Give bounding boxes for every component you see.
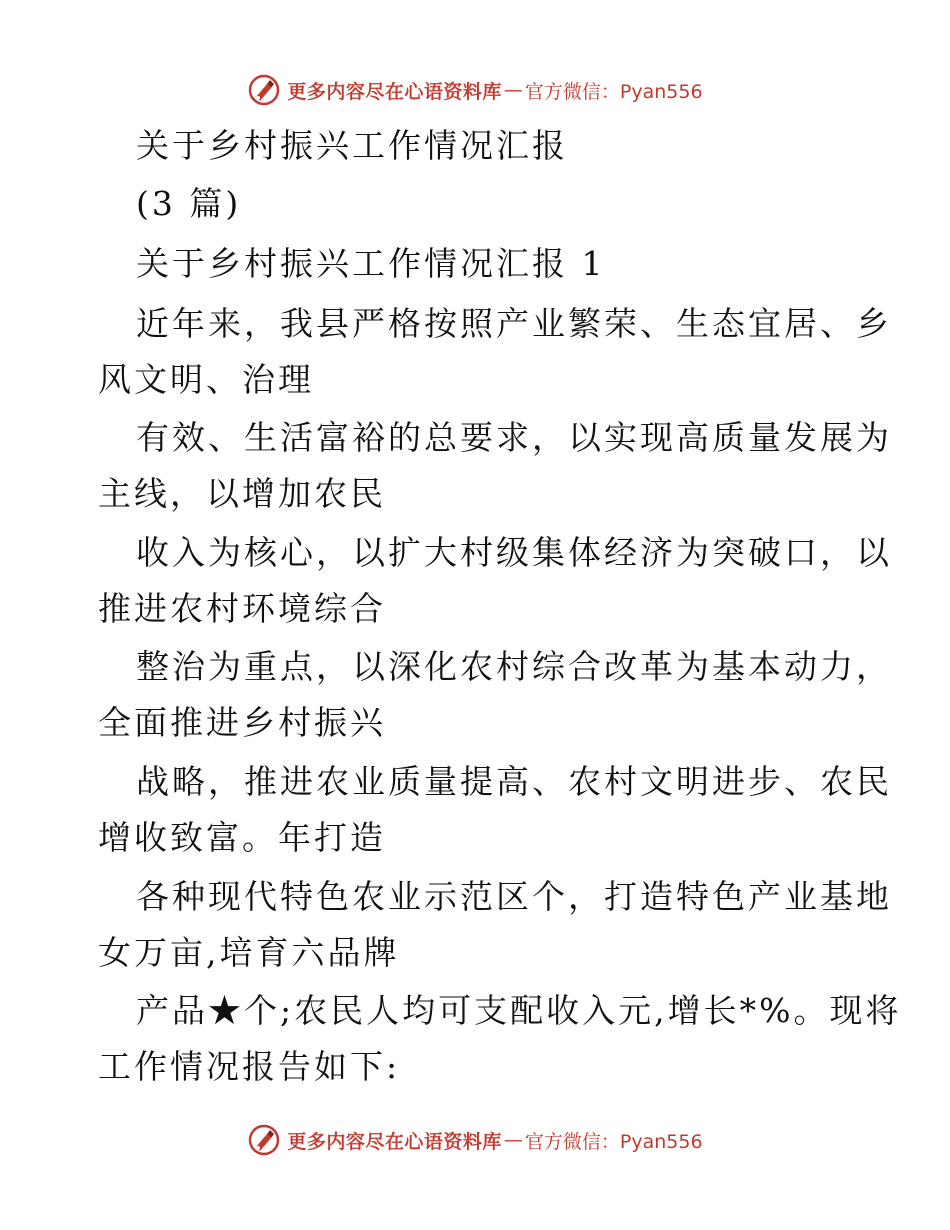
- paragraph-line: 全面推进乡村振兴: [98, 703, 386, 742]
- paragraph-line: 工作情况报告如下:: [98, 1047, 401, 1086]
- footer-watermark-banner: [0, 1120, 950, 1160]
- banner-wechat-id: 官方微信：Pyan556: [524, 80, 703, 103]
- banner-dash: —: [503, 79, 523, 101]
- paragraph-line: 推进农村环境综合: [98, 589, 386, 628]
- section-heading: 关于乡村振兴工作情况汇报 1: [136, 244, 606, 283]
- paragraph-line: 风文明、治理: [98, 360, 314, 399]
- paragraph-line: 女万亩,培育六品牌: [98, 933, 400, 972]
- document-title: 关于乡村振兴工作情况汇报: [136, 126, 568, 165]
- header-watermark-banner: [0, 70, 950, 110]
- paragraph-line: 有效、生活富裕的总要求，以实现高质量发展为: [136, 418, 892, 457]
- paragraph-line: 整治为重点，以深化农村综合改革为基本动力，: [136, 647, 892, 686]
- paragraph-line: 产品★个;农民人均可支配收入元,增长*%。现将: [136, 991, 902, 1030]
- pen-logo-icon: [247, 73, 281, 107]
- paragraph-line: 近年来，我县严格按照产业繁荣、生态宜居、乡: [136, 304, 892, 343]
- paragraph-line: 各种现代特色农业示范区个，打造特色产业基地: [136, 877, 892, 916]
- paragraph-line: 收入为核心，以扩大村级集体经济为突破口，以: [136, 533, 892, 572]
- paragraph-line: 战略，推进农业质量提高、农村文明进步、农民: [136, 762, 892, 801]
- paragraph-line: 增收致富。年打造: [98, 818, 386, 857]
- paragraph-line: 主线，以增加农民: [98, 474, 386, 513]
- banner-site-name: 更多内容尽在心语资料库: [287, 1130, 502, 1153]
- banner-dash: —: [503, 1129, 523, 1151]
- pen-logo-icon: [247, 1123, 281, 1157]
- banner-wechat-id: 官方微信：Pyan556: [524, 1130, 703, 1153]
- document-subtitle: (3 篇): [136, 184, 242, 223]
- banner-site-name: 更多内容尽在心语资料库: [287, 80, 502, 103]
